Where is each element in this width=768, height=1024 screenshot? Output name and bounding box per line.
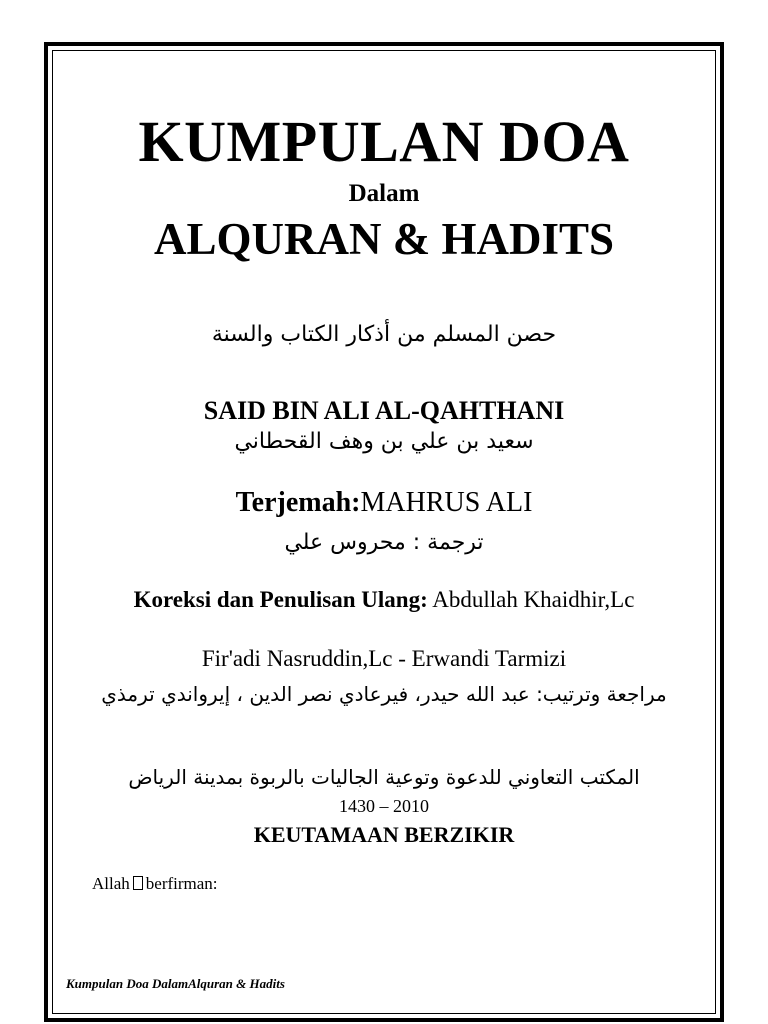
book-title-line2: ALQURAN & HADITS (153, 214, 615, 264)
arabic-book-title: حصن المسلم من أذكار الكتاب والسنة (211, 322, 557, 347)
correction-line (52, 584, 716, 616)
book-title-connector: Dalam (348, 180, 420, 207)
correction-label: Koreksi dan Penulisan Ulang: (133, 587, 428, 612)
translator-line (52, 487, 716, 519)
page-footer: Kumpulan Doa DalamAlquran & Hadits (66, 976, 285, 991)
translator-name: MAHRUS ALI (360, 487, 533, 518)
correction-arabic: مراجعة وترتيب: عبد الله حيدر، فيرعادي نصر الدين ، إيرواندي ترمذي (101, 682, 667, 706)
translator-label: Terjemah: (235, 487, 361, 518)
publisher-arabic: المكتب التعاوني للدعوة وتوعية الجاليات بالربوة بمدينة الرياض (128, 765, 640, 789)
publication-years: 1430 – 2010 (339, 796, 429, 816)
correction-names-line1: Abdullah Khaidhir,Lc (427, 587, 635, 612)
book-title-line1: KUMPULAN DOA (138, 109, 630, 174)
translator-arabic: ترجمة : محروس علي (284, 530, 484, 555)
quote-intro (92, 874, 218, 894)
author-name-arabic: سعيد بن علي بن وهف القحطاني (234, 429, 534, 454)
quote-intro-before: Allah (92, 874, 130, 893)
correction-names-line2: Fir'adi Nasruddin,Lc - Erwandi Tarmizi (201, 646, 567, 671)
missing-glyph-icon (133, 876, 143, 890)
quote-intro-after: berfirman: (145, 874, 218, 893)
author-name: SAID BIN ALI AL-QAHTHANI (203, 396, 565, 425)
section-heading: KEUTAMAAN BERZIKIR (253, 822, 515, 847)
